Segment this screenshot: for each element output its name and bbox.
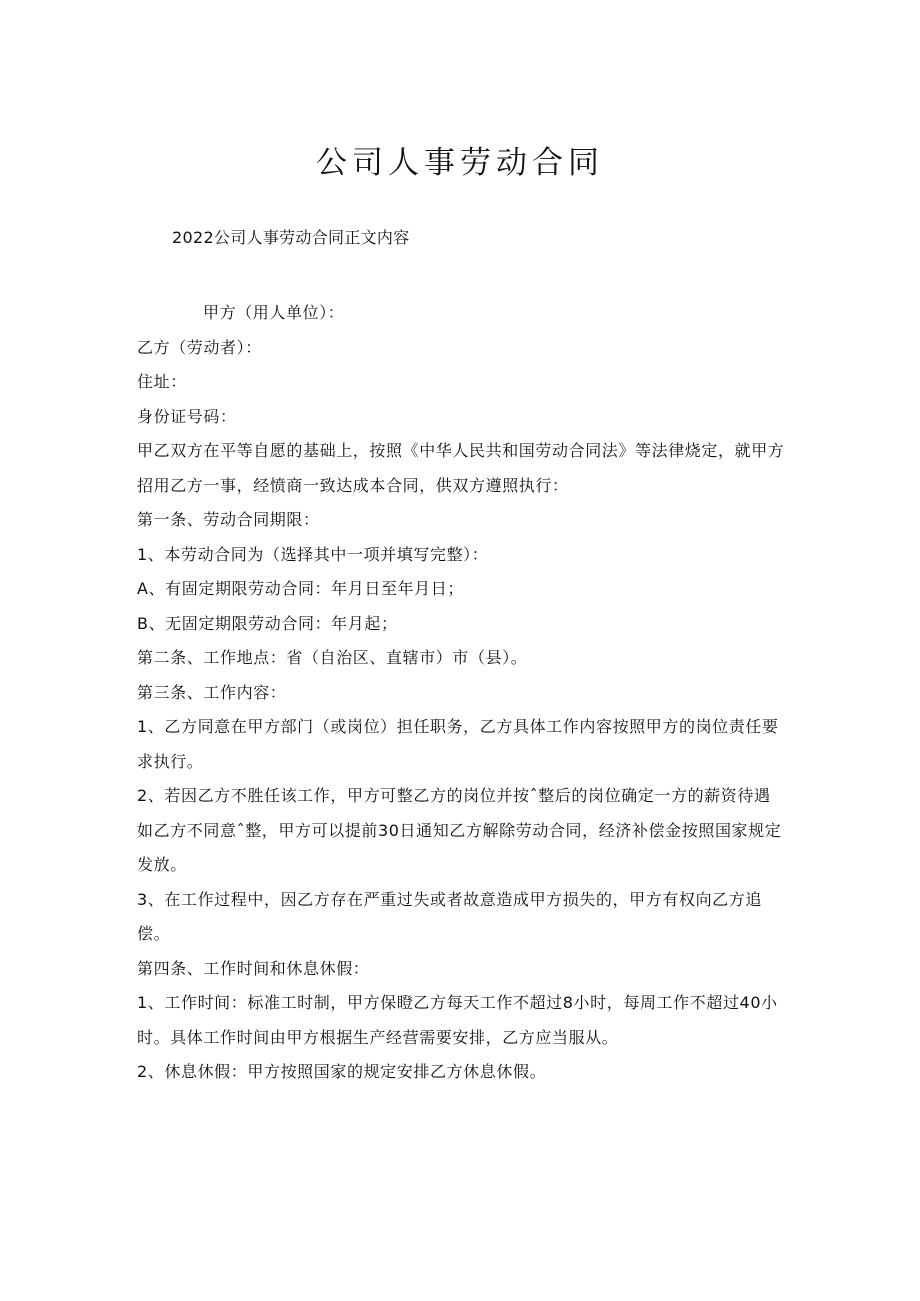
article-4-clause-2: 2、休息休假：甲方按照国家的规定安排乙方休息休假。 [137, 1062, 547, 1081]
party-a-line: 甲方（用人单位）： [203, 303, 345, 322]
document-title: 公司人事劳动合同 [316, 145, 604, 181]
article-1-heading: 第一条、劳动合同期限： [137, 510, 320, 529]
preamble-paragraph: 甲乙双方在平等自愿的基础上，按照《中华人民共和国劳动合同法》等法律烧定，就甲方招用乙方一事，经愤商一致达成本合同，供双方遵照执行： [137, 441, 785, 495]
article-1-option-a: A、有固定期限劳动合同：年月日至年月日； [137, 579, 464, 598]
contract-body [137, 296, 787, 1090]
article-2-heading: 第二条、工作地点：省（自治区、直辖市）市（县）。 [137, 648, 528, 667]
article-3-clause-3: 3、在工作过程中，因乙方存在严重过失或者故意造成甲方损失的，甲方有权向乙方追偿。 [137, 889, 762, 943]
article-4-clause-1: 1、工作时间：标准工时制，甲方保瞪乙方每天工作不超过8小时，每周工作不超过40小时。具体工作时间由甲方根据生产经营需要安排，乙方应当服从。 [137, 993, 778, 1047]
article-1-option-b: B、无固定期限劳动合同：年月起； [137, 613, 398, 633]
article-1-clause-1: 1、本劳动合同为（选择其中一项并填写完整）： [137, 544, 489, 564]
id-number-line: 身份证号码： [137, 406, 237, 426]
article-4-heading: 第四条、工作时间和休息休假： [137, 958, 370, 978]
article-3-heading: 第三条、工作内容： [137, 682, 287, 702]
article-3-clause-2: 2、若因乙方不胜任该工作，甲方可整乙方的岗位并按ˆ整后的岗位确定一方的薪资待遇如乙方不同意ˆ整，甲方可以提前30日通知乙方解除劳动合同，经济补偿金按照国家规定发放。 [137, 786, 782, 874]
article-3-clause-1: 1、乙方同意在甲方部门（或岗位）担任职务，乙方具体工作内容按照甲方的岗位责任要求执行。 [137, 717, 779, 771]
party-b-line: 乙方（劳动者）： [137, 337, 262, 357]
document-subtitle: 2022公司人事劳动合同正文内容 [172, 228, 410, 247]
address-line: 住址： [137, 372, 187, 391]
